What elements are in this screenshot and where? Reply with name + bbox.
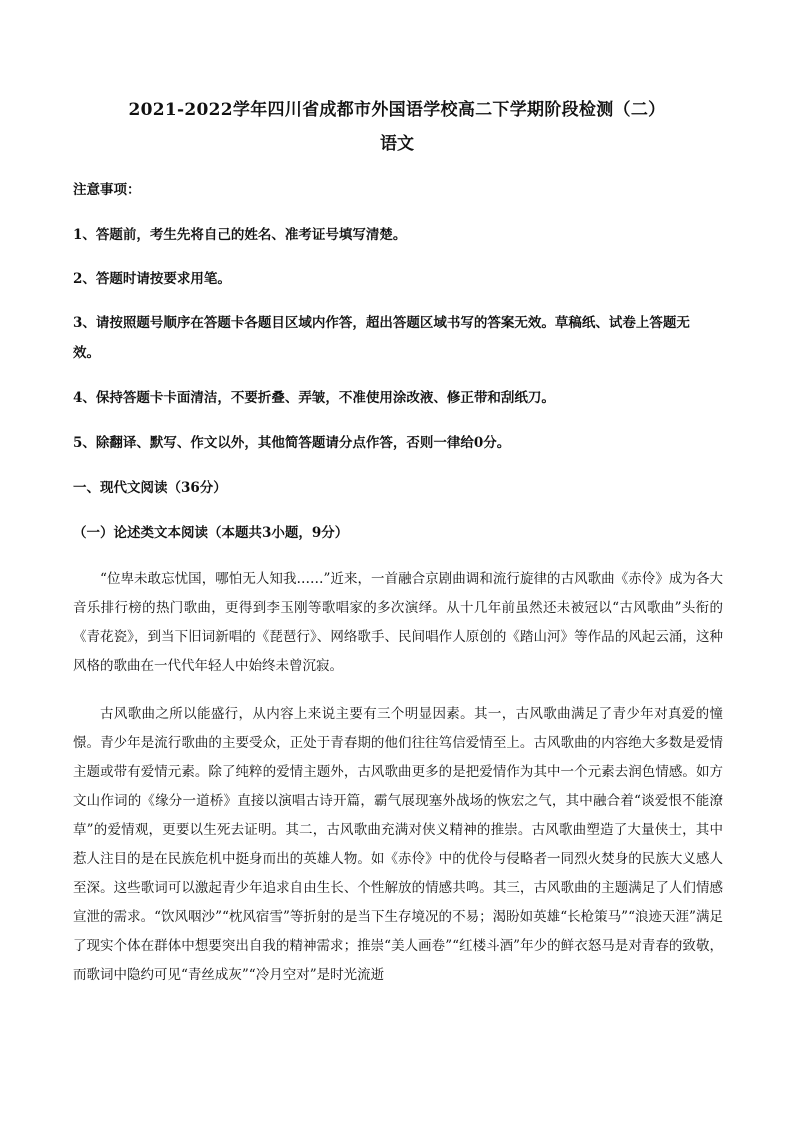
passage-paragraph-2: 古风歌曲之所以能盛行，从内容上来说主要有三个明显因素。其一，古风歌曲满足了青少年对真爱的憧憬。青少年是流行歌曲的主要受众，正处于青春期的他们往往笃信爱情至上。古风歌曲的内容绝大多数是爱情主题或带有爱情元素。除了纯粹的爱情主题外，古风歌曲更多的是把爱情作为其中一个元素去润色情感。如方文山作词的《缘分一道桥》直接以演唱古诗开篇，霸气展现塞外战场的恢宏之气，其中融合着“谈爱恨不能潦草”的爱情观，更要以生死去证明。其二，古风歌曲充满对侠义精神的推崇。古风歌曲塑造了大量侠士，其中惹人注目的是在民族危机中挺身而出的英雄人物。如《赤伶》中的优伶与侵略者一同烈火焚身的民族大义感人至深。这些歌词可以激起青少年追求自由生长、个性解放的情感共鸣。其三，古风歌曲的主题满足了人们情感宣泄的需求。“饮风咽沙”“枕风宿雪”等折射的是当下生存境况的不易；渴盼如英雄“长枪策马”“浪迹天涯”满足了现实个体在群体中想要突出自我的精神需求；推崇“美人画卷”“红楼斗酒”年少的鲜衣怒马是对青春的致敬，而歌词中隐约可见“青丝成灰”“冷月空对”是时光流逝 [73, 706, 723, 983]
passage-paragraph-1: “位卑未敢忘忧国，哪怕无人知我……”近来，一首融合京剧曲调和流行旋律的古风歌曲《赤伶》成为各大音乐排行榜的热门歌曲，更得到李玉刚等歌唱家的多次演绎。从十几年前虽然还未被冠以“古风歌曲”头衔的《青花瓷》，到当下旧词新唱的《琵琶行》、网络歌手、民间唱作人原创的《踏山河》等作品的风起云涌，这种风格的歌曲在一代代年轻人中始终未曾沉寂。 [73, 571, 723, 674]
notice-item-2: 2、答题时请按要求用笔。 [73, 271, 231, 287]
notice-heading: 注意事项： [73, 182, 141, 198]
section-subheading: （一）论述类文本阅读（本题共3小题，9分） [73, 525, 349, 541]
section-heading: 一、现代文阅读（36分） [73, 480, 227, 496]
exam-title: 2021-2022学年四川省成都市外国语学校高二下学期阶段检测（二） [128, 100, 666, 120]
notice-item-3-continued: 效。 [73, 345, 100, 361]
notice-item-1: 1、答题前，考生先将自己的姓名、准考证号填写清楚。 [73, 227, 407, 243]
notice-item-4: 4、保持答题卡卡面清洁，不要折叠、弄皱，不准使用涂改液、修正带和刮纸刀。 [73, 390, 555, 406]
notice-item-3: 3、请按照题号顺序在答题卡各题目区域内作答，超出答题区域书写的答案无效。草稿纸、试卷上答题无 [73, 315, 690, 331]
notice-item-5: 5、除翻译、默写、作文以外，其他简答题请分点作答，否则一律给0分。 [73, 435, 511, 451]
subject-title: 语文 [380, 134, 414, 154]
